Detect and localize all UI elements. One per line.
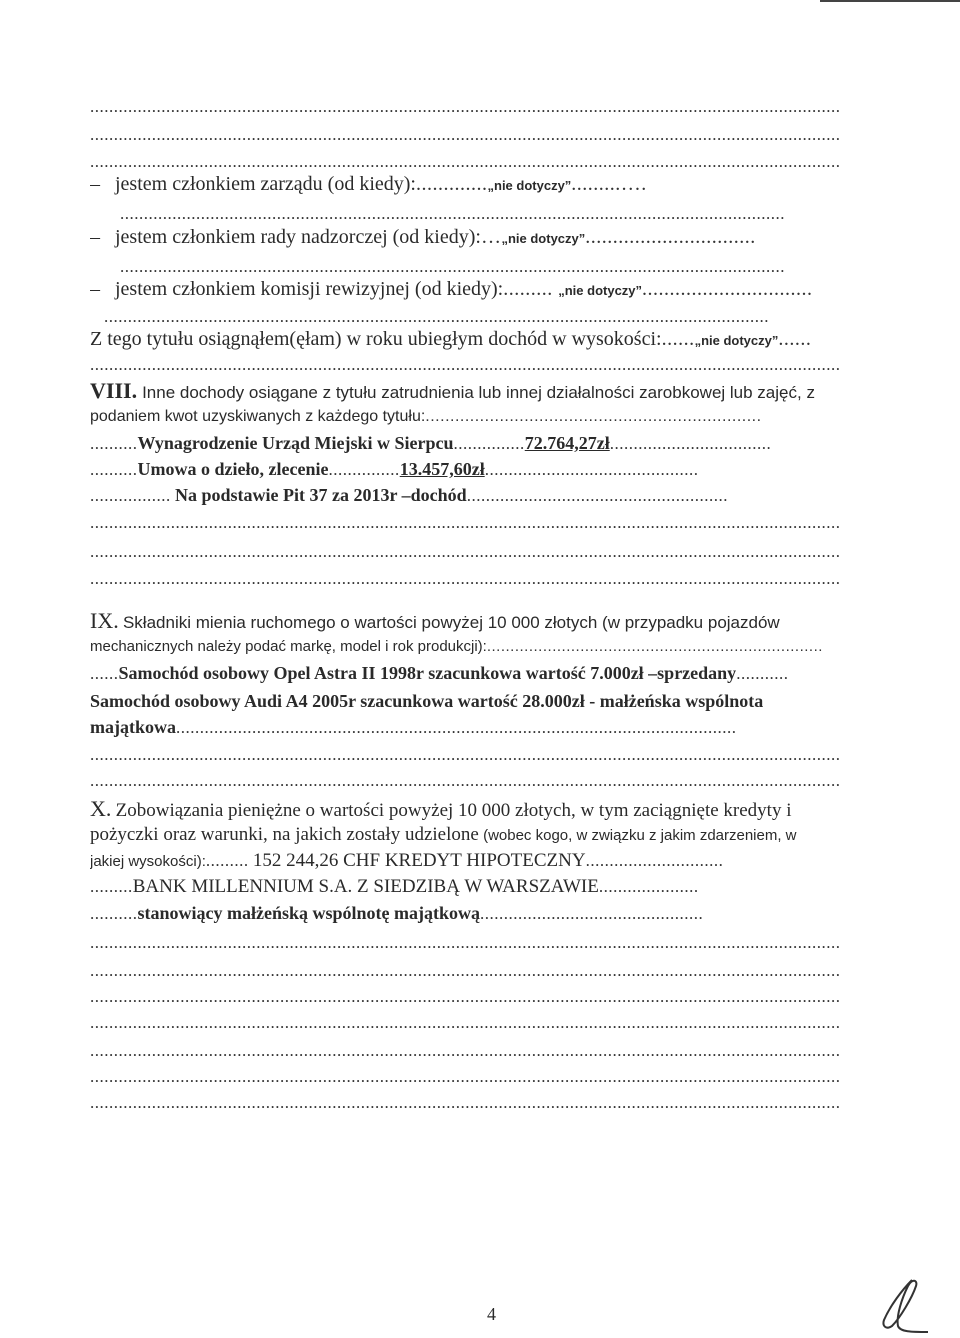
section-x-bank: .........BANK MILLENNIUM S.A. Z SIEDZIBĄ W WARSZAWIE..................... <box>90 876 699 897</box>
bullet-zarzad: – jestem członkiem zarządu (od kiedy):.............„nie dotyczy”.........…. <box>90 173 647 195</box>
dotted-line: ............................................................................................................................................ <box>120 257 785 276</box>
dotted-line: .............................................................................................................................................................. <box>90 1041 841 1060</box>
dotted-line: .............................................................................................................................................................. <box>90 933 841 952</box>
section-x-amount: jakiej wysokości):......... 152 244,26 CHF KREDYT HIPOTECZNY............................. <box>90 850 724 871</box>
income-umowa: ..........Umowa o dzieło, zlecenie...............13.457,60zł............................................. <box>90 459 699 479</box>
signature-icon <box>872 1276 932 1336</box>
bullet-rada: – jestem członkiem rady nadzorczej (od kiedy):…„nie dotyczy”............................... <box>90 226 756 248</box>
dotted-line: .............................................................................................................................................................. <box>90 987 841 1006</box>
dotted-line: ............................................................................................................................................ <box>120 204 785 223</box>
dotted-line: .............................................................................................................................................................. <box>90 125 841 144</box>
income-line: Z tego tytułu osiągnąłem(ęłam) w roku ubiegłym dochód w wysokości:......„nie dotyczy”...... <box>90 328 812 350</box>
dotted-line: .............................................................................................................................................................. <box>90 513 841 532</box>
section-x-stanowiacy: ..........stanowiący małżeńską wspólnotę majątkową............................................... <box>90 903 704 923</box>
dotted-line: .............................................................................................................................................................. <box>90 569 841 588</box>
dotted-line: .............................................................................................................................................................. <box>90 542 841 561</box>
dotted-line: .............................................................................................................................................................. <box>90 152 841 171</box>
dotted-line: .............................................................................................................................................................. <box>90 97 841 116</box>
income-wynagrodzenie: ..........Wynagrodzenie Urząd Miejski w Sierpcu...............72.764,27zł.................................. <box>90 433 772 453</box>
bullet-komisja: – jestem członkiem komisji rewizyjnej (od kiedy):......... „nie dotyczy”............................... <box>90 278 813 300</box>
section-ix-text: mechanicznych należy podać markę, model i rok produkcji):........................................................................ <box>90 638 823 655</box>
section-viii-heading: VIII. Inne dochody osiągane z tytułu zatrudnienia lub innej działalności zarobkowej lub zajęć, z <box>90 380 815 403</box>
dotted-line: ............................................................................................................................................ <box>104 307 769 326</box>
asset-car-opel: ......Samochód osobowy Opel Astra II 1998r szacunkowa wartość 7.000zł –sprzedany........... <box>90 663 789 683</box>
dotted-line: .............................................................................................................................................................. <box>90 1013 841 1032</box>
section-x-text: pożyczki oraz warunki, na jakich zostały udzielone (wobec kogo, w związku z jakim zdarzeniem, w <box>90 824 797 845</box>
asset-car-audi-cont: majątkowa...................................................................................................................... <box>90 717 737 737</box>
top-edge-rule <box>820 0 960 2</box>
section-x-heading: X. Zobowiązania pieniężne o wartości powyżej 10 000 złotych, w tym zaciągnięte kredyty i <box>90 798 792 821</box>
dotted-line: .............................................................................................................................................................. <box>90 1093 841 1112</box>
dotted-line: .............................................................................................................................................................. <box>90 961 841 980</box>
dotted-line: .............................................................................................................................................................. <box>90 745 841 764</box>
asset-car-audi: Samochód osobowy Audi A4 2005r szacunkowa wartość 28.000zł - małżeńska wspólnota <box>90 691 764 711</box>
dotted-line: .............................................................................................................................................................. <box>90 355 840 374</box>
income-pit: ................. Na podstawie Pit 37 za 2013r –dochód....................................................... <box>90 485 728 505</box>
section-viii-text: podaniem kwot uzyskiwanych z każdego tytułu:.................................................................... <box>90 408 762 425</box>
section-ix-heading: IX. Składniki mienia ruchomego o wartości powyżej 10 000 złotych (w przypadku pojazdów <box>90 610 780 633</box>
dotted-line: .............................................................................................................................................................. <box>90 771 841 790</box>
dotted-line: .............................................................................................................................................................. <box>90 1067 841 1086</box>
page-number: 4 <box>487 1304 496 1324</box>
